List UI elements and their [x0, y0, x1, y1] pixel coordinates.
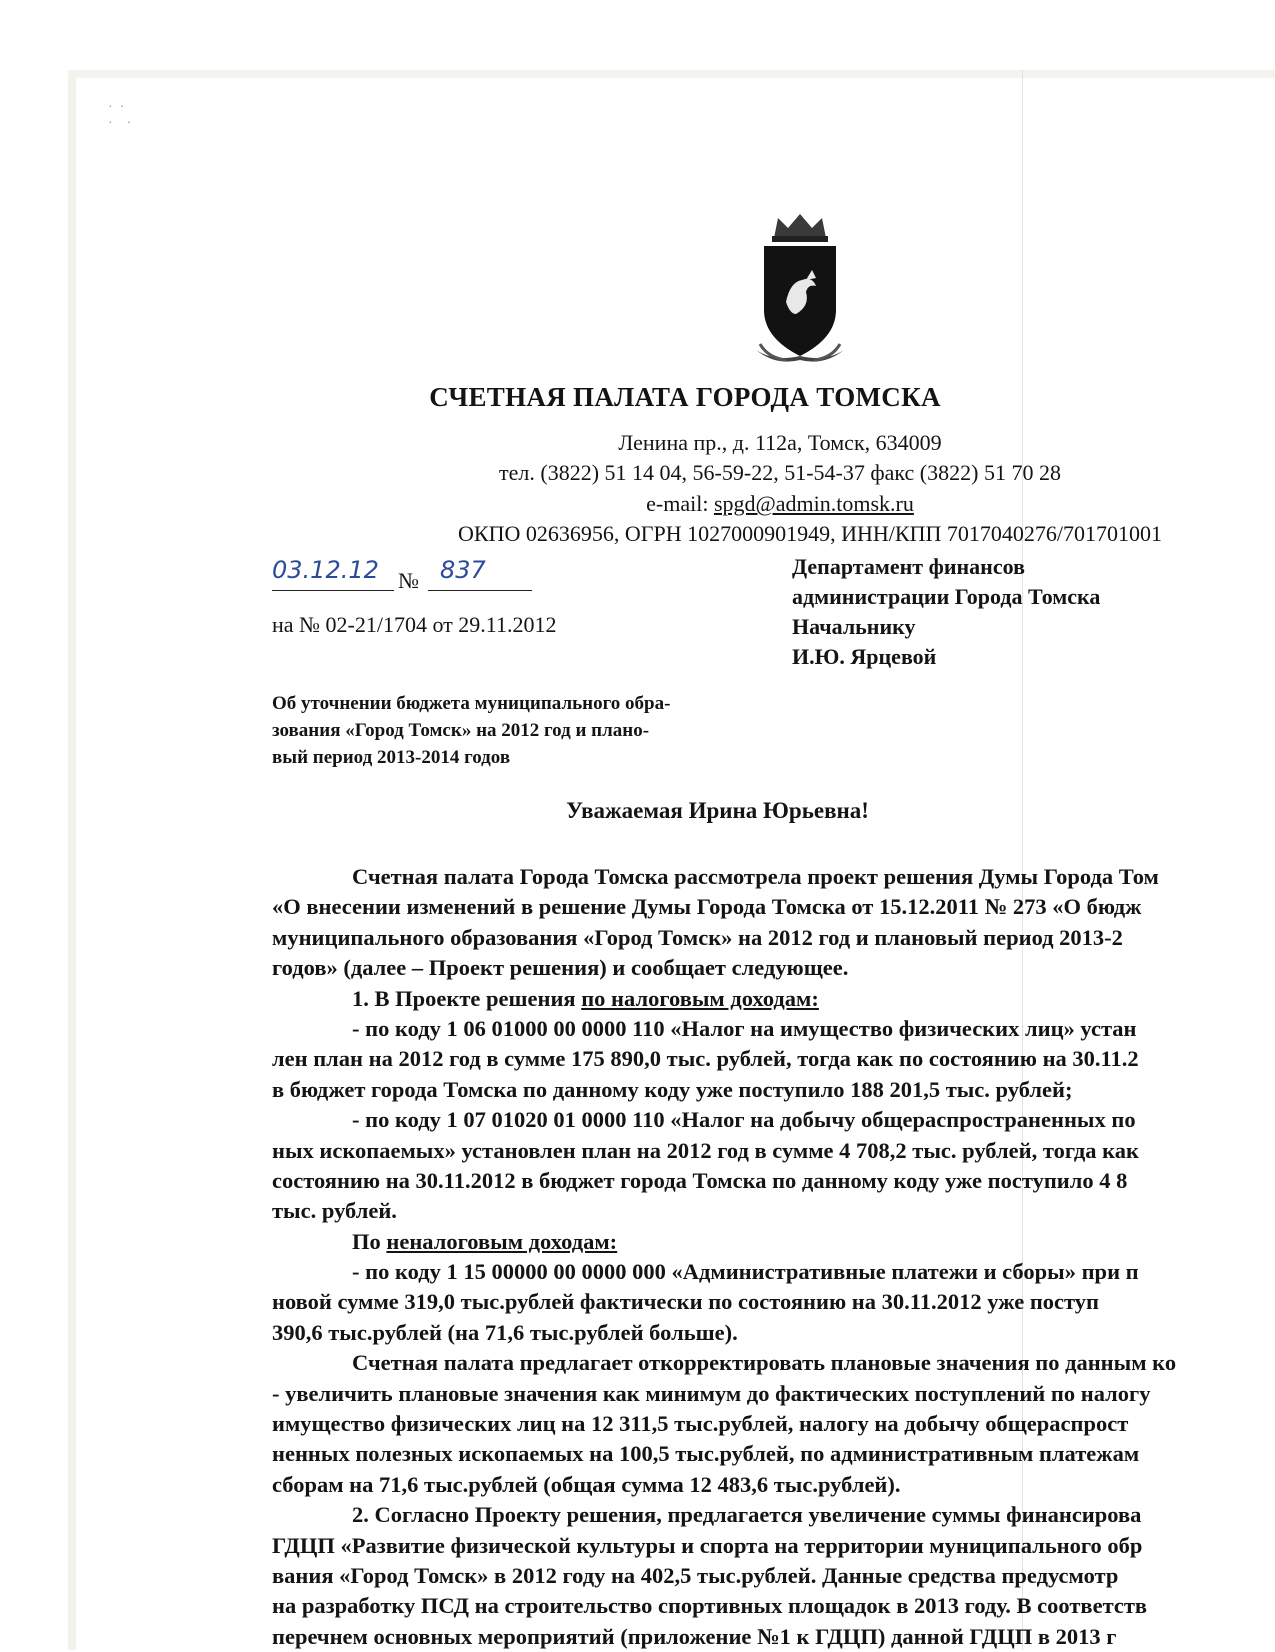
body-line: ненных полезных ископаемых на 100,5 тыс.рублей, по административным платежам — [272, 1441, 1140, 1467]
org-email-link[interactable]: spgd@admin.tomsk.ru — [713, 491, 914, 516]
body-line: имущество физических лиц на 12 311,5 тыс.рублей, налогу на добычу общераспрост — [272, 1411, 1129, 1437]
addressee-line: Начальнику — [792, 614, 916, 639]
body-line: вания «Город Томск» в 2012 году на 402,5 тыс.рублей. Данные средства предусмотр — [272, 1562, 1119, 1588]
greeting: Уважаемая Ирина Юрьевна! — [566, 798, 869, 823]
handwritten-number: 837 — [440, 556, 486, 584]
body-line: По неналоговым доходам: — [352, 1228, 618, 1254]
body-line: ных ископаемых» установлен план на 2012 год в сумме 4 708,2 тыс. рублей, тогда как — [272, 1137, 1140, 1163]
body-line: 1. В Проекте решения по налоговым доходам: — [352, 985, 819, 1011]
underlined-heading: неналоговым доходам: — [386, 1228, 618, 1254]
body-line: 390,6 тыс.рублей (на 71,6 тыс.рублей больше). — [272, 1319, 738, 1345]
subject-line: зования «Город Томск» на 2012 год и плано- — [272, 720, 650, 741]
body-line: Счетная палата предлагает откорректировать плановые значения по данным ко — [352, 1350, 1177, 1376]
org-address: Ленина пр., д. 112а, Томск, 634009 — [618, 430, 942, 455]
scan-specks: · · · · — [108, 100, 132, 131]
shield-icon — [764, 246, 836, 356]
body-line: на разработку ПСД на строительство спортивных площадок в 2013 году. В соответств — [272, 1593, 1148, 1619]
subject-line: Об уточнении бюджета муниципального обра- — [272, 693, 671, 714]
body-line: - увеличить плановые значения как минимум до фактических поступлений по налогу — [272, 1380, 1151, 1406]
addressee-line: администрации Города Томска — [792, 584, 1101, 609]
body-line: новой сумме 319,0 тыс.рублей фактически по состоянию на 30.11.2012 уже поступ — [272, 1289, 1100, 1315]
body-line: - по коду 1 15 00000 00 0000 000 «Административные платежи и сборы» при п — [352, 1259, 1139, 1285]
underlined-heading: по налоговым доходам: — [581, 985, 819, 1011]
crown-icon — [772, 214, 828, 242]
body-line: годов» (далее – Проект решения) и сообщает следующее. — [272, 955, 849, 981]
coat-of-arms — [746, 210, 854, 370]
body-line: ГДЦП «Развитие физической культуры и спорта на территории муниципального обр — [272, 1532, 1143, 1558]
scan-edge-left — [68, 70, 76, 1650]
addressee-line: И.Ю. Ярцевой — [792, 644, 937, 669]
org-email-line: e-mail: spgd@admin.tomsk.ru — [646, 491, 914, 516]
body-line: «О внесении изменений в решение Думы Города Томска от 15.12.2011 № 273 «О бюдж — [272, 894, 1142, 920]
body-line: - по коду 1 07 01020 01 0000 110 «Налог на добычу общераспространенных по — [352, 1107, 1136, 1133]
body-line: сборам на 71,6 тыс.рублей (общая сумма 12 483,6 тыс.рублей). — [272, 1471, 901, 1497]
number-underline — [428, 590, 532, 591]
handwritten-date: 03.12.12 — [272, 556, 379, 584]
body-line: Счетная палата Города Томска рассмотрела проект решения Думы Города Том — [352, 864, 1159, 889]
body-line: перечнем основных мероприятий (приложение №1 к ГДЦП) данной ГДЦП в 2013 г — [272, 1623, 1117, 1649]
body-line: лен план на 2012 год в сумме 175 890,0 тыс. рублей, тогда как по состоянию на 30.11.2 — [272, 1046, 1139, 1072]
org-phone: тел. (3822) 51 14 04, 56-59-22, 51-54-37 факс (3822) 51 70 28 — [499, 460, 1061, 485]
subject-block — [272, 690, 768, 771]
org-registry: ОКПО 02636956, ОГРН 1027000901949, ИНН/КПП 7017040276/701701001 — [458, 521, 1162, 546]
reply-reference: на № 02-21/1704 от 29.11.2012 — [272, 612, 557, 637]
addressee-block — [792, 552, 1100, 672]
body-line: тыс. рублей. — [272, 1198, 397, 1224]
number-sign: № — [398, 568, 419, 593]
body-line: состоянию на 30.11.2012 в бюджет города Томска по данному коду уже поступило 4 8 — [272, 1167, 1128, 1193]
addressee-line: Департамент финансов — [792, 554, 1025, 579]
body-line: - по коду 1 06 01000 00 0000 110 «Налог на имущество физических лиц» устан — [352, 1015, 1137, 1041]
body-line: в бюджет города Томска по данному коду уже поступило 188 201,5 тыс. рублей; — [272, 1076, 1073, 1102]
date-underline — [272, 590, 394, 591]
letter-body — [272, 862, 1275, 1652]
body-line: муниципального образования «Город Томск» на 2012 год и плановый период 2013-2 — [272, 924, 1123, 950]
subject-line: вый период 2013-2014 годов — [272, 747, 511, 768]
body-line: 2. Согласно Проекту решения, предлагается увеличение суммы финансирова — [352, 1502, 1142, 1528]
scan-edge-top — [68, 70, 1275, 78]
organization-title: СЧЕТНАЯ ПАЛАТА ГОРОДА ТОМСКА — [429, 382, 941, 412]
